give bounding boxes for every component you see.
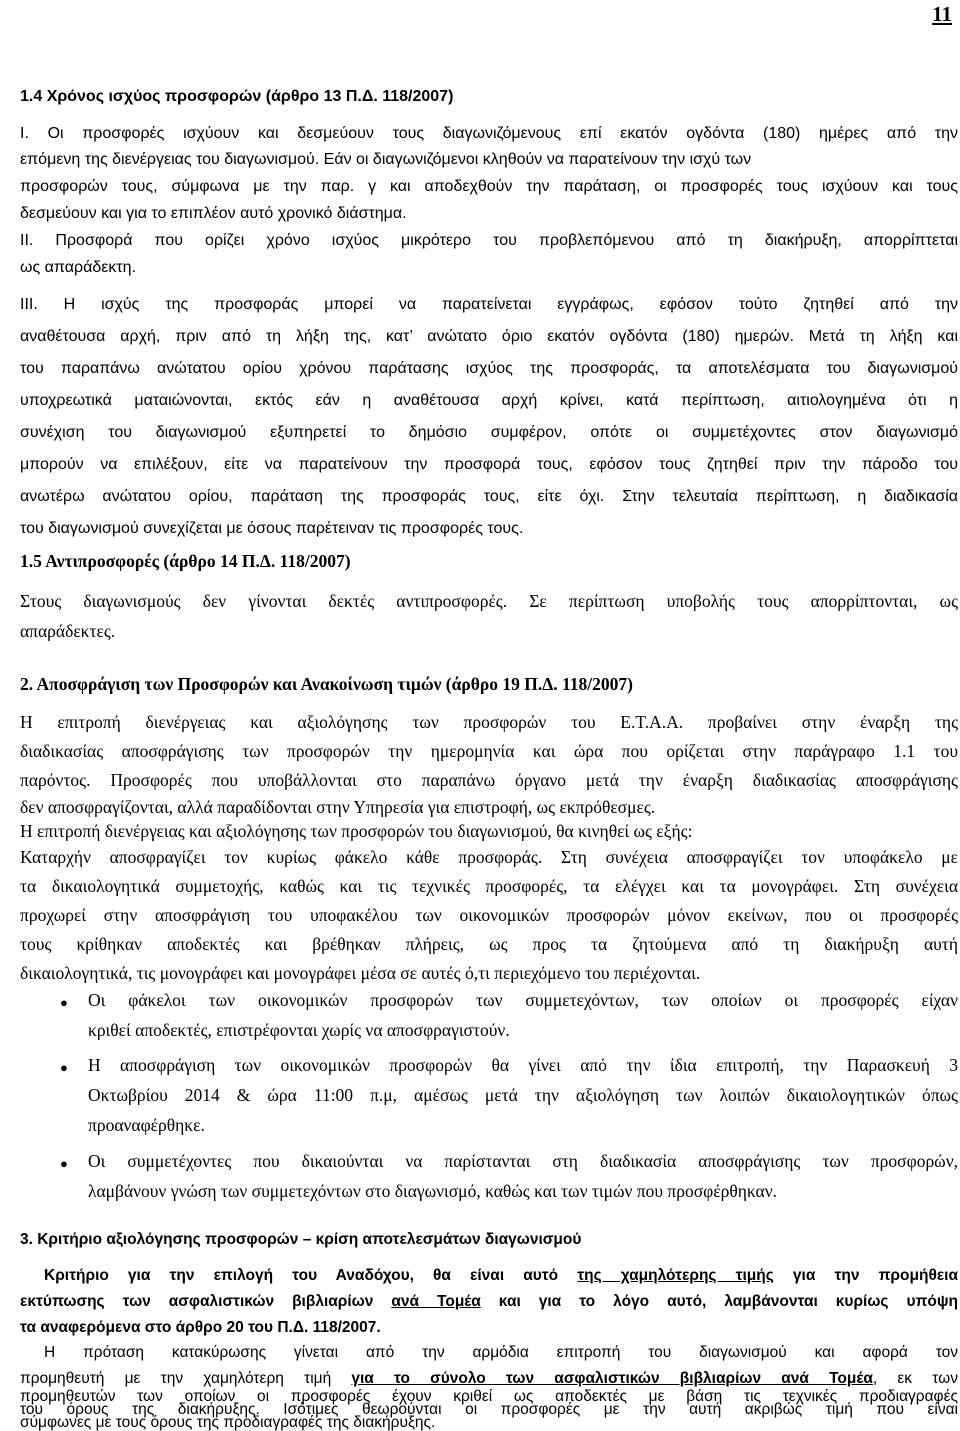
text-span: προμηθευτή με την χαμηλότερη τιμή (20, 1370, 352, 1387)
text-line: προμηθευτών των οποίων οι προσφορές έχουν κριθεί ως αποδεκτές με βάση τις τεχνικές προδιαγραφές (20, 1388, 958, 1405)
text-line: Στους διαγωνισμούς δεν γίνονται δεκτές αντιπροσφορές. Σε περίπτωση υποβολής τους απορρίπτονται, ως (20, 591, 958, 611)
text-line: του διαγωνισμού συνεχίζεται με όσους παρέτειναν τις προσφορές τους. (20, 520, 524, 537)
section-3-paragraph (44, 1340, 958, 1366)
text-line: του όρους της διακήρυξης. Ισότιμες θεωρούνται οι προσφορές με την αυτή ακριβώς τιμή που είναι (20, 1401, 958, 1418)
text-line: απαράδεκτες. (20, 621, 116, 641)
page-number: 11 (932, 2, 952, 26)
text-line: προσφορών τους, σύμφωνα με την παρ. γ και αποδεχθούν την παράταση, οι προσφορές τους ισχύουν και τους (20, 178, 958, 195)
text-line: τα αναφερόμενα στο άρθρο 20 του Π.Δ. 118/2007. (20, 1319, 381, 1336)
bullet-item (88, 985, 958, 1045)
bullet-item (88, 1050, 958, 1140)
text-line: υποχρεωτικά ματαιώνονται, εκτός εάν η αναθέτουσα αρχή κρίνει, κατά περίπτωση, αιτιολογημένα ότι η (20, 392, 958, 409)
text-line: τα δικαιολογητικά συμμετοχής, καθώς και τις τεχνικές προσφορές, τα ελέγχει και τα μονογράφει. Στη συνέχεια (20, 876, 958, 896)
text-line: μπορούν να επιλέξουν, είτε να παρατείνουν την προσφορά τους, εφόσον τους ζητηθεί πριν την πάροδο του (20, 456, 958, 473)
text-line: κριθεί αποδεκτές, επιστρέφονται χωρίς να αποσφραγιστούν. (88, 1020, 510, 1040)
text-line: Η επιτροπή διενέργειας και αξιολόγησης των προσφορών του διαγωνισμού, θα κινηθεί ως εξής: (20, 821, 693, 841)
text-line: δικαιολογητικά, τις μονογράφει και μονογράφει μέσα σε αυτές ό,τι περιεχόμενο του περιέχονται. (20, 963, 701, 983)
text-line: Οκτωβρίου 2014 & ώρα 11:00 π.μ, αμέσως μετά την αξιολόγηση των λοιπών δικαιολογητικών όπως (88, 1085, 958, 1105)
section-1-4-body (20, 119, 958, 283)
bullet-icon: ● (60, 995, 68, 1010)
text-line (20, 1289, 958, 1315)
text-span: και για το λόγο αυτό, λαμβάνονται κυρίως υπόψη (480, 1293, 958, 1310)
text-line: ανωτέρω ανώτατου ορίου, παράταση της προσφοράς τους, είτε όχι. Στην τελευταία περίπτωση, η διαδικασία (20, 488, 958, 505)
bullet-icon: ● (60, 1060, 68, 1075)
text-line: αναθέτουσα αρχή, πριν από τη λήξη της, κατ’ ανώτατο όριο εκατόν ογδόντα (180) ημερών. Μετά τη λήξη και (20, 328, 958, 345)
text-span: , εκ των (872, 1370, 958, 1387)
section-1-5-body (20, 586, 958, 646)
text-line: Οι συμμετέχοντες που δικαιούνται να παρίστανται στη διαδικασία αποσφράγισης των προσφορών, (88, 1151, 958, 1171)
text-line: παρόντος. Προσφορές που υποβάλλονται στο παραπάνω όργανο μετά την έναρξη διαδικασίας αποσφράγισης (20, 770, 958, 790)
text-span: εκτύπωσης των ασφαλιστικών βιβλιαρίων (20, 1293, 392, 1310)
text-line: συνέχιση του διαγωνισμού εξυπηρετεί το δημόσιο συμφέρον, οπότε οι συμμετέχοντες στον διαγωνισμό (20, 424, 958, 441)
text-line: Καταρχήν αποσφραγίζει τον κυρίως φάκελο κάθε προσφοράς. Στη συνέχεια αποσφραγίζει τον υποφάκελο με (20, 847, 958, 867)
text-line: τους κρίθηκαν αποδεκτές και βρέθηκαν πλήρεις, ως προς τα ζητούμενα από τη διακήρυξη αυτή (20, 934, 958, 954)
section-3-criterion-cont (20, 1289, 958, 1341)
text-line: III. Η ισχύς της προσφοράς μπορεί να παρατείνεται εγγράφως, εφόσον τούτο ζητηθεί από την (20, 296, 958, 313)
text-span: για την προμήθεια (773, 1267, 959, 1284)
text-line: II. Προσφορά που ορίζει χρόνο ισχύος μικρότερο του προβλεπόμενου από τη διακήρυξη, απορρίπτεται (20, 232, 958, 249)
text-line: του παραπάνω ανώτατου ορίου χρόνου παράτασης ισχύος της προσφοράς, τα αποτελέσματα του διαγωνισμού (20, 360, 958, 377)
text-line: δεσμεύουν και για το επιπλέον αυτό χρονικό διάστημα. (20, 205, 407, 222)
text-line (44, 1263, 958, 1289)
text-line: Η επιτροπή διενέργειας και αξιολόγησης των προσφορών του Ε.Τ.Α.Α. προβαίνει στην έναρξη της (20, 712, 958, 732)
text-line: προχωρεί στην αποσφράγιση του υποφακέλου των οικονομικών προσφορών μόνον εκείνων, που οι προσφορές (20, 905, 958, 925)
text-line: Οι φάκελοι των οικονομικών προσφορών των συμμετεχόντων, των οποίων οι προσφορές είχαν (88, 990, 958, 1010)
section-3-lines (20, 1390, 958, 1429)
text-line: επόμενη της διενέργειας του διαγωνισμού. Εάν οι διαγωνιζόμενοι κληθούν να παρατείνουν την ισχύ των (20, 151, 752, 168)
section-2-body (20, 708, 958, 988)
text-line: λαμβάνουν γνώση των συμμετεχόντων στο διαγωνισμό, καθώς και των τιμών που προσφέρθηκαν. (88, 1181, 778, 1201)
text-span: της χαμηλότερης τιμής (577, 1267, 774, 1284)
text-span: ανά Τομέα (391, 1293, 481, 1310)
section-3-criterion (44, 1263, 958, 1289)
text-line: σύμφωνες με τους όρους της προδιαγραφές της διακήρυξης. (20, 1414, 436, 1431)
bullet-item (88, 1146, 958, 1206)
text-line: Η πρόταση κατακύρωσης γίνεται από την αρμόδια επιτροπή του διαγωνισμού και αφορά τον (44, 1344, 958, 1361)
section-1-4-paragraph-iii (20, 290, 958, 544)
text-line: προαναφέρθηκε. (88, 1115, 205, 1135)
text-line: διαδικασίας αποσφράγισης των προσφορών την ημερομηνία και ώρα που ορίζεται στην παράγραφο 1.1 του (20, 741, 958, 761)
text-span: Κριτήριο για την επιλογή του Αναδόχου, θα είναι αυτό (44, 1267, 578, 1284)
bullet-icon: ● (60, 1156, 68, 1171)
text-line: δεν αποσφραγίζονται, αλλά παραδίδονται στην Υπηρεσία για επιστροφή, ως εκπρόθεσμες. (20, 797, 656, 817)
section-2-heading: 2. Αποσφράγιση των Προσφορών και Ανακοίνωση τιμών (άρθρο 19 Π.Δ. 118/2007) (20, 674, 633, 694)
section-1-5-heading: 1.5 Αντιπροσφορές (άρθρο 14 Π.Δ. 118/2007) (20, 551, 351, 571)
text-line: ως απαράδεκτη. (20, 259, 137, 276)
text-span: για το σύνολο των ασφαλιστικών βιβλιαρίων ανά Τομέα (351, 1370, 873, 1387)
section-3-heading: 3. Κριτήριο αξιολόγησης προσφορών – κρίση αποτελεσμάτων διαγωνισμού (20, 1231, 582, 1248)
section-1-4-heading: 1.4 Χρόνος ισχύος προσφορών (άρθρο 13 Π.Δ. 118/2007) (20, 88, 454, 105)
text-line: Η αποσφράγιση των οικονομικών προσφορών θα γίνει από την ίδια επιτροπή, την Παρασκευή 3 (88, 1055, 958, 1075)
text-line: I. Οι προσφορές ισχύουν και δεσμεύουν τους διαγωνιζόμενους επί εκατόν ογδόντα (180) ημέρες από την (20, 125, 958, 142)
